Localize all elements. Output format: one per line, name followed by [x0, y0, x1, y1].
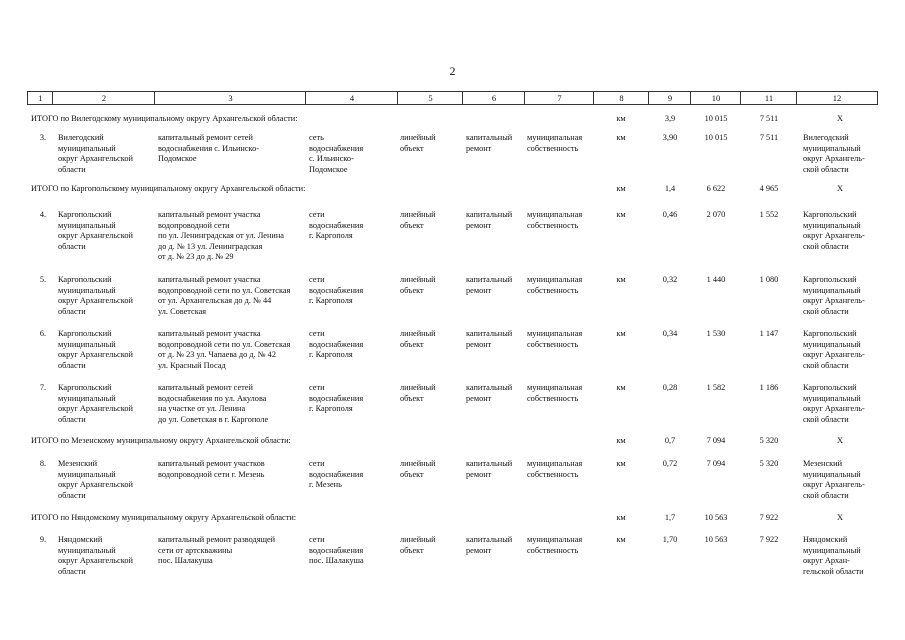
- summary-total: 10 015: [704, 114, 728, 123]
- column-number-5: 5: [397, 92, 463, 104]
- row-municipality: Каргопольский муниципальный округ Архангельской области: [58, 210, 133, 251]
- row-ownership: муниципальная собственность: [527, 133, 583, 153]
- row-budget: 1 552: [759, 210, 779, 219]
- row-name: капитальный ремонт сетей водоснабжения с. Ильинско- Подомское: [158, 133, 260, 163]
- row-ownership: муниципальная собственность: [527, 210, 583, 230]
- row-total: 10 563: [704, 535, 728, 544]
- summary-total: 10 563: [704, 513, 728, 522]
- row-total: 1 530: [706, 329, 726, 338]
- row-owner: Каргопольский муниципальный округ Архангель- ской области: [803, 329, 865, 370]
- summary-unit: км: [616, 114, 626, 123]
- row-type: линейный объект: [400, 133, 436, 153]
- column-number-4: 4: [305, 92, 398, 104]
- row-unit: км: [616, 275, 626, 284]
- column-number-12: 12: [796, 92, 878, 104]
- row-unit: км: [616, 329, 626, 338]
- column-number-1: 1: [27, 92, 53, 104]
- row-ownership: муниципальная собственность: [527, 383, 583, 403]
- row-budget: 7 922: [759, 535, 779, 544]
- summary-unit: км: [616, 184, 626, 193]
- row-length: 0,28: [662, 383, 678, 392]
- row-no: 8.: [39, 459, 47, 468]
- summary-unit: км: [616, 513, 626, 522]
- row-type: линейный объект: [400, 383, 436, 403]
- row-budget: 5 320: [759, 459, 779, 468]
- row-owner: Каргопольский муниципальный округ Архангель- ской области: [803, 210, 865, 251]
- row-ownership: муниципальная собственность: [527, 535, 583, 555]
- row-type: линейный объект: [400, 535, 436, 555]
- row-system: сети водоснабжения пос. Шалакуша: [309, 535, 364, 565]
- row-unit: км: [616, 133, 626, 142]
- row-name: капитальный ремонт участков водопроводной сети г. Мезень: [158, 459, 265, 479]
- row-work: капитальный ремонт: [466, 329, 513, 349]
- row-municipality: Мезенский муниципальный округ Архангельской области: [58, 459, 133, 500]
- row-municipality: Каргопольский муниципальный округ Архангельской области: [58, 275, 133, 316]
- row-work: капитальный ремонт: [466, 210, 513, 230]
- row-length: 0,32: [662, 275, 678, 284]
- row-unit: км: [616, 459, 626, 468]
- row-total: 1 582: [706, 383, 726, 392]
- row-total: 1 440: [706, 275, 726, 284]
- row-no: 5.: [39, 275, 47, 284]
- row-municipality: Каргопольский муниципальный округ Архангельской области: [58, 329, 133, 370]
- row-municipality: Каргопольский муниципальный округ Архангельской области: [58, 383, 133, 424]
- column-number-9: 9: [648, 92, 691, 104]
- row-no: 9.: [39, 535, 47, 544]
- row-total: 2 070: [706, 210, 726, 219]
- column-number-3: 3: [154, 92, 306, 104]
- row-name: капитальный ремонт разводящей сети от артскважины пос. Шалакуша: [158, 535, 276, 565]
- row-ownership: муниципальная собственность: [527, 459, 583, 479]
- column-number-8: 8: [593, 92, 649, 104]
- row-system: сеть водоснабжения с. Ильинско- Подомское: [309, 133, 364, 174]
- row-work: капитальный ремонт: [466, 383, 513, 403]
- column-number-6: 6: [462, 92, 525, 104]
- row-work: капитальный ремонт: [466, 459, 513, 479]
- row-type: линейный объект: [400, 275, 436, 295]
- summary-label: ИТОГО по Вилегодскому муниципальному округу Архангельской области:: [31, 114, 298, 123]
- summary-length: 0,7: [664, 436, 676, 445]
- table-column-numbers: [27, 91, 878, 105]
- row-no: 3.: [39, 133, 47, 142]
- row-unit: км: [616, 210, 626, 219]
- summary-budget: 4 965: [759, 184, 779, 193]
- row-no: 7.: [39, 383, 47, 392]
- row-name: капитальный ремонт участка водопроводной сети по ул. Советская от ул. Архангельская до д. № 44 ул. Советская: [158, 275, 291, 316]
- summary-label: ИТОГО по Каргопольскому муниципальному округу Архангельской области:: [31, 184, 306, 193]
- summary-budget: 7 922: [759, 513, 779, 522]
- row-total: 10 015: [704, 133, 728, 142]
- row-system: сети водоснабжения г. Каргополя: [309, 329, 364, 359]
- row-ownership: муниципальная собственность: [527, 329, 583, 349]
- summary-length: 3,9: [664, 114, 676, 123]
- row-unit: км: [616, 535, 626, 544]
- row-length: 3,90: [662, 133, 678, 142]
- column-number-7: 7: [524, 92, 594, 104]
- row-ownership: муниципальная собственность: [527, 275, 583, 295]
- summary-unit: км: [616, 436, 626, 445]
- summary-owner: Х: [837, 184, 843, 193]
- row-type: линейный объект: [400, 329, 436, 349]
- summary-total: 7 094: [706, 436, 726, 445]
- row-total: 7 094: [706, 459, 726, 468]
- summary-owner: Х: [837, 114, 843, 123]
- summary-budget: 7 511: [759, 114, 779, 123]
- row-length: 0,72: [662, 459, 678, 468]
- row-budget: 1 080: [759, 275, 779, 284]
- row-system: сети водоснабжения г. Каргополя: [309, 210, 364, 240]
- row-work: капитальный ремонт: [466, 133, 513, 153]
- row-budget: 1 186: [759, 383, 779, 392]
- summary-budget: 5 320: [759, 436, 779, 445]
- row-owner: Няндомский муниципальный округ Архан- гельской области: [803, 535, 864, 576]
- row-budget: 7 511: [759, 133, 779, 142]
- summary-length: 1,7: [664, 513, 676, 522]
- summary-owner: Х: [837, 513, 843, 522]
- row-system: сети водоснабжения г. Каргополя: [309, 275, 364, 305]
- row-type: линейный объект: [400, 210, 436, 230]
- row-unit: км: [616, 383, 626, 392]
- row-length: 1,70: [662, 535, 678, 544]
- row-no: 6.: [39, 329, 47, 338]
- row-owner: Каргопольский муниципальный округ Архангель- ской области: [803, 275, 865, 316]
- summary-owner: Х: [837, 436, 843, 445]
- row-municipality: Вилегодский муниципальный округ Архангельской области: [58, 133, 133, 174]
- summary-total: 6 622: [706, 184, 726, 193]
- row-name: капитальный ремонт сетей водоснабжения по ул. Акулова на участке от ул. Ленина до ул. Советская в г. Каргополе: [158, 383, 269, 424]
- row-name: капитальный ремонт участка водопроводной сети по ул. Ленинградская от ул. Ленина до д. № 13 ул. Ленинградская от д. № 23 до д. № 29: [158, 210, 284, 261]
- row-name: капитальный ремонт участка водопроводной сети по ул. Советская от д. № 23 ул. Чапаева до д. № 42 ул. Красный Посад: [158, 329, 291, 370]
- page-number: 2: [449, 64, 456, 78]
- row-budget: 1 147: [759, 329, 779, 338]
- summary-label: ИТОГО по Мезенскому муниципальному округу Архангельской области:: [31, 436, 291, 445]
- row-owner: Мезенский муниципальный округ Архангель- ской области: [803, 459, 865, 500]
- column-number-11: 11: [740, 92, 797, 104]
- row-no: 4.: [39, 210, 47, 219]
- row-work: капитальный ремонт: [466, 535, 513, 555]
- row-work: капитальный ремонт: [466, 275, 513, 295]
- column-number-2: 2: [52, 92, 155, 104]
- row-length: 0,34: [662, 329, 678, 338]
- row-type: линейный объект: [400, 459, 436, 479]
- row-owner: Вилегодский муниципальный округ Архангель- ской области: [803, 133, 865, 174]
- column-number-10: 10: [690, 92, 741, 104]
- row-owner: Каргопольский муниципальный округ Архангель- ской области: [803, 383, 865, 424]
- row-system: сети водоснабжения г. Мезень: [309, 459, 364, 489]
- row-municipality: Няндомский муниципальный округ Архангельской области: [58, 535, 133, 576]
- row-system: сети водоснабжения г. Каргополя: [309, 383, 364, 413]
- summary-label: ИТОГО по Няндомскому муниципальному округу Архангельской области:: [31, 513, 297, 522]
- row-length: 0,46: [662, 210, 678, 219]
- summary-length: 1,4: [664, 184, 676, 193]
